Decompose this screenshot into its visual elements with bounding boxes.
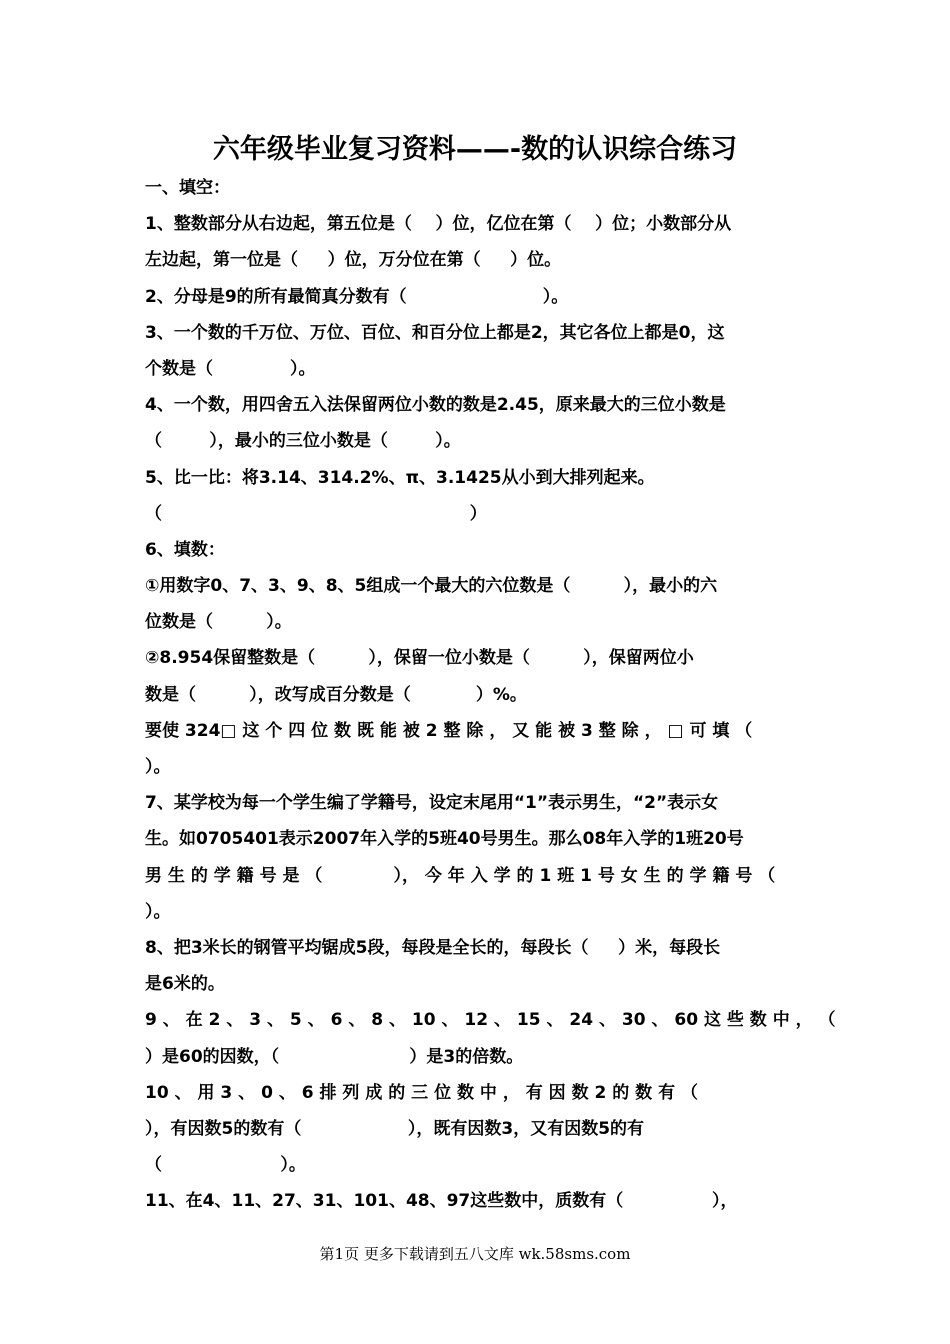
- page-footer: 第1页 更多下载请到五八文库 wk.58sms.com: [319, 1245, 631, 1263]
- question-1-line-1: 1、整数部分从右边起，第五位是（ ）位，亿位在第（ ）位；小数部分从: [145, 214, 732, 235]
- question-4-line-2: （ ），最小的三位小数是（ ）。: [145, 431, 461, 452]
- question-4-line-1: 4、一个数，用四舍五入法保留两位小数的数是2.45，原来最大的三位小数是: [145, 395, 726, 416]
- question-7-line-2: 生。如0705401表示2007年入学的5班40号男生。那么08年入学的1班20号: [145, 829, 744, 850]
- question-11-line-1: 11、在4、11、27、31、101、48、97这些数中，质数有（ ），: [145, 1191, 738, 1212]
- question-9-line-2: ）是60的因数，（ ）是3的倍数。: [145, 1046, 524, 1067]
- question-8-line-1: 8、把3米长的钢管平均锯成5段，每段是全长的，每段长（ ）米，每段长: [145, 937, 721, 958]
- question-3-line-1: 3、一个数的千万位、万位、百位、和百分位上都是2，其它各位上都是0，这: [145, 322, 725, 343]
- question-5-line-1: 5、比一比：将3.14、314.2%、π、3.1425从小到大排列起来。: [145, 467, 655, 488]
- question-2: 2、分母是9的所有最简真分数有（ ）。: [145, 286, 569, 307]
- question-10-line-2: ），有因数5的数有（ ），既有因数3，又有因数5的有: [145, 1118, 645, 1139]
- question-6-heading: 6、填数：: [145, 539, 225, 560]
- question-5-answer-blank: （ ）: [145, 503, 487, 524]
- question-6-part-2-line-2: 数是（ ），改写成百分数是（ ）%。: [145, 684, 527, 705]
- question-6-part-1-line-1: ①用数字0、7、3、9、8、5组成一个最大的六位数是（ ），最小的六: [145, 576, 718, 597]
- page-title: 六年级毕业复习资料——-数的认识综合练习: [212, 134, 738, 165]
- question-6-part-3-line-2: ）。: [145, 757, 171, 777]
- question-3-line-2: 个数是（ ）。: [145, 358, 316, 379]
- question-8-line-2: 是6米的。: [145, 974, 225, 995]
- question-10-line-3: （ ）。: [145, 1155, 306, 1176]
- question-9-line-1: 9 、 在 2 、 3 、 5 、 6 、 8 、 10 、 12 、 15 、 24 、 30 、 60 这 些 数 中 ， （: [145, 1010, 836, 1031]
- question-7-line-3: 男 生 的 学 籍 号 是 （ ）， 今 年 入 学 的 1 班 1 号 女 生 的 学 籍 号 （: [145, 865, 776, 886]
- section-heading-fill-blank: 一、填空：: [145, 178, 230, 198]
- question-7-line-4: ）。: [145, 901, 171, 922]
- question-6-part-1-line-2: 位数是（ ）。: [145, 612, 292, 633]
- question-1-line-2: 左边起，第一位是（ ）位，万分位在第（ ）位。: [145, 250, 562, 271]
- question-6-part-2-line-1: ②8.954保留整数是（ ），保留一位小数是（ ），保留两位小: [145, 648, 694, 669]
- exercise-body: [145, 176, 836, 1225]
- question-7-line-1: 7、某学校为每一个学生编了学籍号，设定末尾用“1”表示男生，“2”表示女: [145, 793, 719, 814]
- question-6-part-3-line-1: 要使 324□ 这 个 四 位 数 既 能 被 2 整 除 ， 又 能 被 3 整 除 ， □ 可 填 （: [145, 720, 753, 741]
- question-10-line-1: 10 、 用 3 、 0 、 6 排 列 成 的 三 位 数 中 ， 有 因 数 2 的 数 有 （: [145, 1082, 699, 1103]
